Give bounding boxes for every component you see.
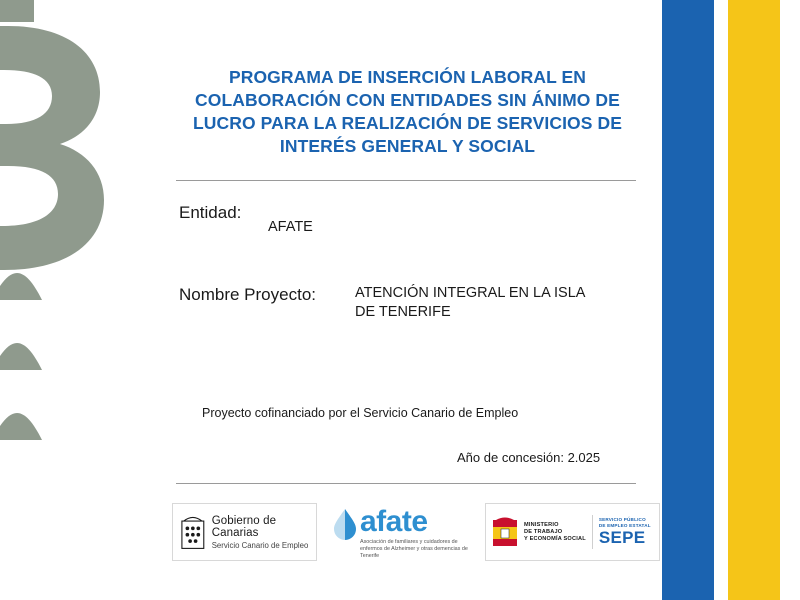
decorative-band-blue [662,0,714,600]
ministerio-line3: Y ECONOMÍA SOCIAL [524,535,586,542]
afate-wordmark: afate [360,505,428,538]
servicio-line1: SERVICIO PÚBLICO [598,517,646,522]
servicio-line2: DE EMPLEO ESTATAL [598,523,651,528]
decorative-band-yellow [728,0,780,600]
sepe-wordmark: SEPE [598,528,646,547]
decorative-band-white [714,0,728,600]
entidad-label: Entidad: [179,203,242,222]
afate-subtitle: Asociación de familiares y cuidadores de enfermos de Alzheimer y otras demencias de Tenerife [360,539,468,559]
divider-bottom [176,483,636,484]
sepe-logo [485,503,660,561]
gobierno-de-canarias-logo [172,503,317,561]
logo-row [172,503,662,563]
proyecto-label: Nombre Proyecto: [179,285,316,304]
cofinanciado-text: Proyecto cofinanciado por el Servicio Canario de Empleo [202,406,519,420]
gobcan-line2: Servicio Canario de Empleo [211,540,309,550]
divider-top [176,180,636,181]
page-title: PROGRAMA DE INSERCIÓN LABORAL EN COLABORACIÓN CON ENTIDADES SIN ÁNIMO DE LUCRO PARA LA REALIZACIÓN DE SERVICIOS DE INTERÉS GENERAL Y SOCIAL [193,67,622,156]
sepe-divider [592,515,593,549]
canary-islands-watermark-icon [0,0,175,500]
canarias-crest-icon [181,512,205,552]
proyecto-value: ATENCIÓN INTEGRAL EN LA ISLA DE TENERIFE [355,285,585,320]
gobcan-line1: Gobierno de Canarias [211,514,277,539]
afate-drop-icon [330,507,360,541]
decorative-band-edge [780,0,800,600]
entidad-value: AFATE [268,219,313,235]
ministerio-line1: MINISTERIO [524,521,559,528]
afate-logo [330,503,472,561]
ministerio-line2: DE TRABAJO [524,528,563,535]
anio-concesion-text: Año de concesión: 2.025 [457,450,601,465]
spain-coat-of-arms-icon [492,514,518,550]
